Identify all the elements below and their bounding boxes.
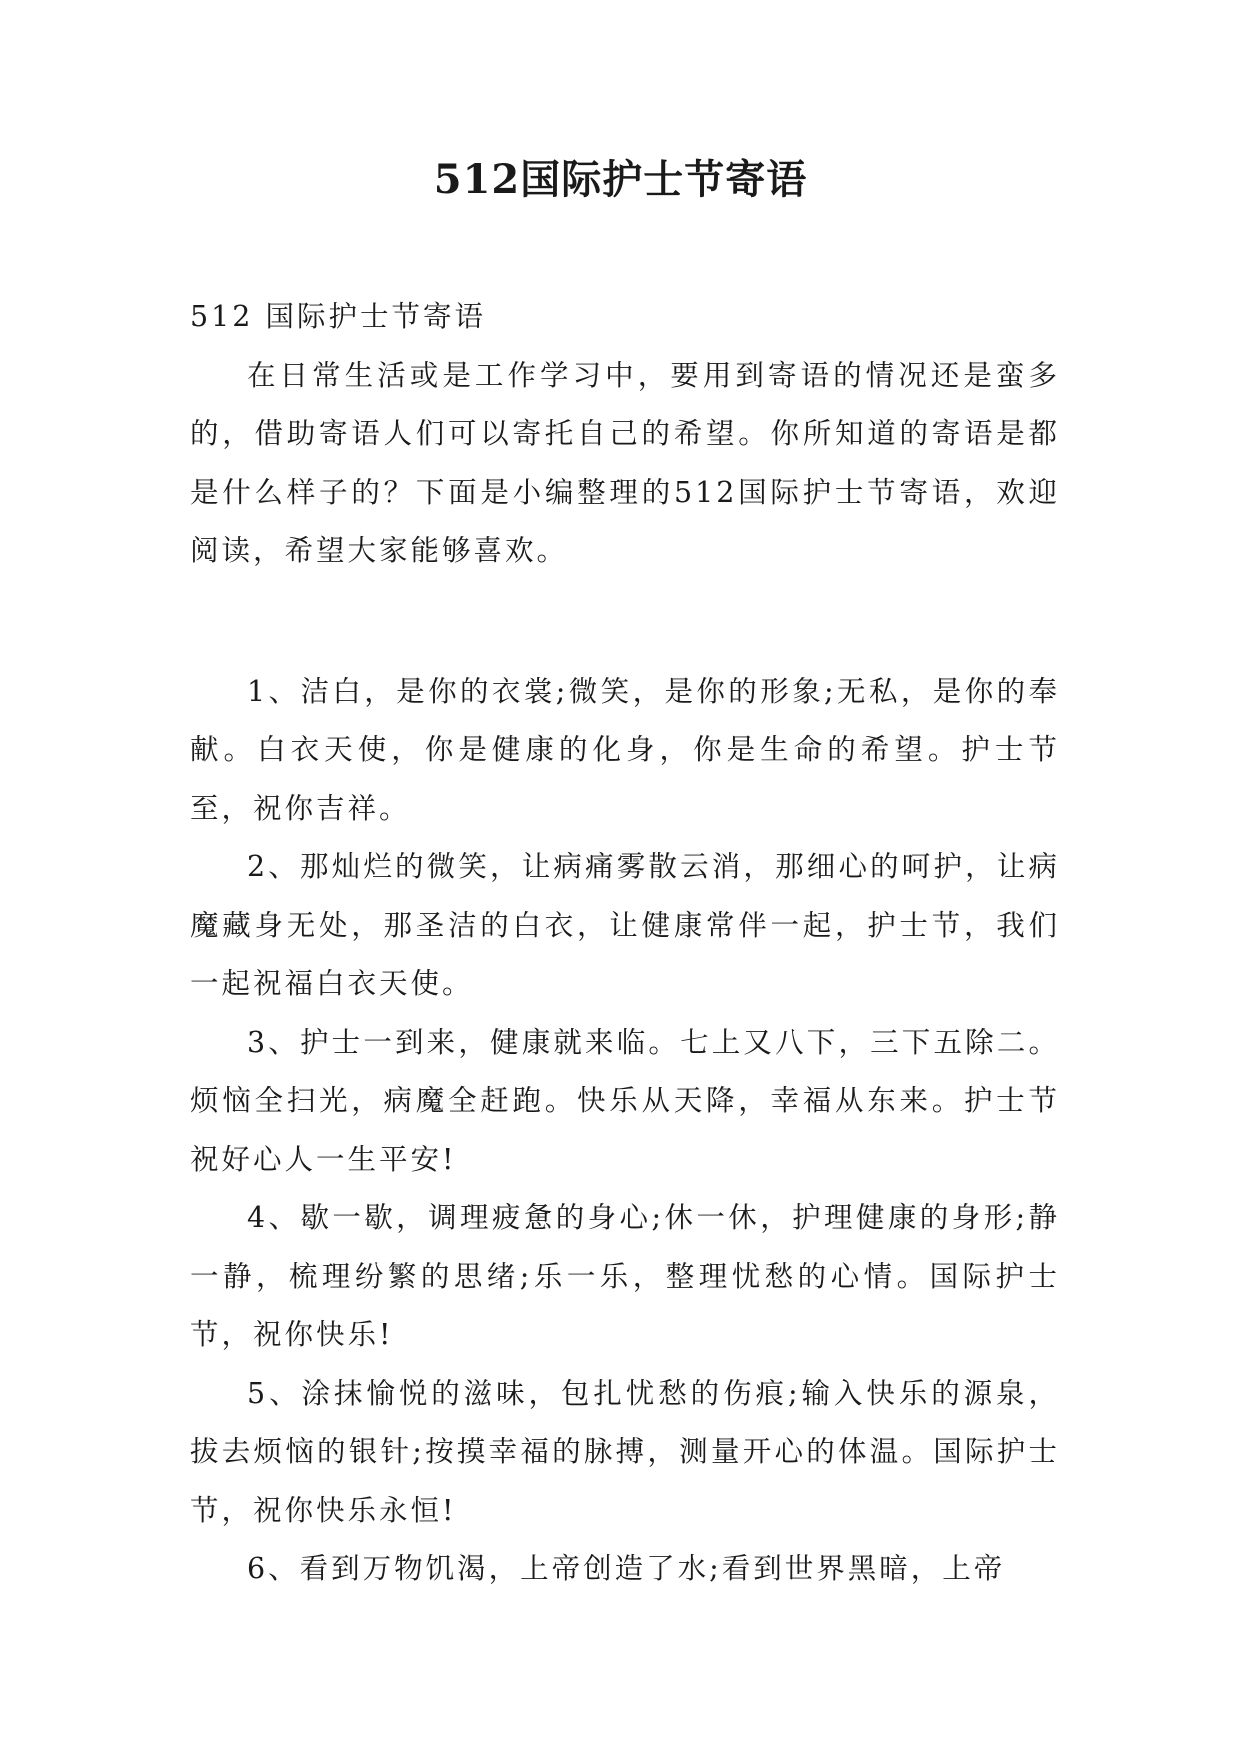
intro-paragraph: 在日常生活或是工作学习中，要用到寄语的情况还是蛮多的，借助寄语人们可以寄托自己的希望。你所知道的寄语是都是什么样子的？下面是小编整理的512国际护士节寄语，欢迎阅读，希望大家能够喜欢。 (190, 358, 1060, 567)
blessing-item-4: 4、歇一歇，调理疲惫的身心;休一休，护理健康的身形;静一静，梳理纷繁的思绪;乐一乐，整理忧愁的心情。国际护士节，祝你快乐! (190, 1201, 1060, 1351)
document-title: 512国际护士节寄语 (433, 156, 808, 203)
paragraph-spacer (190, 581, 1060, 663)
blessing-item-2: 2、那灿烂的微笑，让病痛雾散云消，那细心的呵护，让病魔藏身无处，那圣洁的白衣，让健康常伴一起，护士节，我们一起祝福白衣天使。 (190, 850, 1060, 1000)
document-body (190, 288, 1060, 1599)
blessing-item-6: 6、看到万物饥渴，上帝创造了水;看到世界黑暗，上帝 (247, 1552, 1006, 1585)
blessing-item-3: 3、护士一到来，健康就来临。七上又八下，三下五除二。烦恼全扫光，病魔全赶跑。快乐从天降，幸福从东来。护士节祝好心人一生平安! (190, 1025, 1060, 1176)
document-subtitle: 512 国际护士节寄语 (190, 300, 486, 333)
blessing-item-5: 5、涂抹愉悦的滋味，包扎忧愁的伤痕;输入快乐的源泉，拔去烦恼的银针;按摸幸福的脉搏，测量开心的体温。国际护士节，祝你快乐永恒! (190, 1376, 1060, 1527)
blessing-item-1: 1、洁白，是你的衣裳;微笑，是你的形象;无私，是你的奉献。白衣天使，你是健康的化身，你是生命的希望。护士节至，祝你吉祥。 (190, 674, 1060, 825)
